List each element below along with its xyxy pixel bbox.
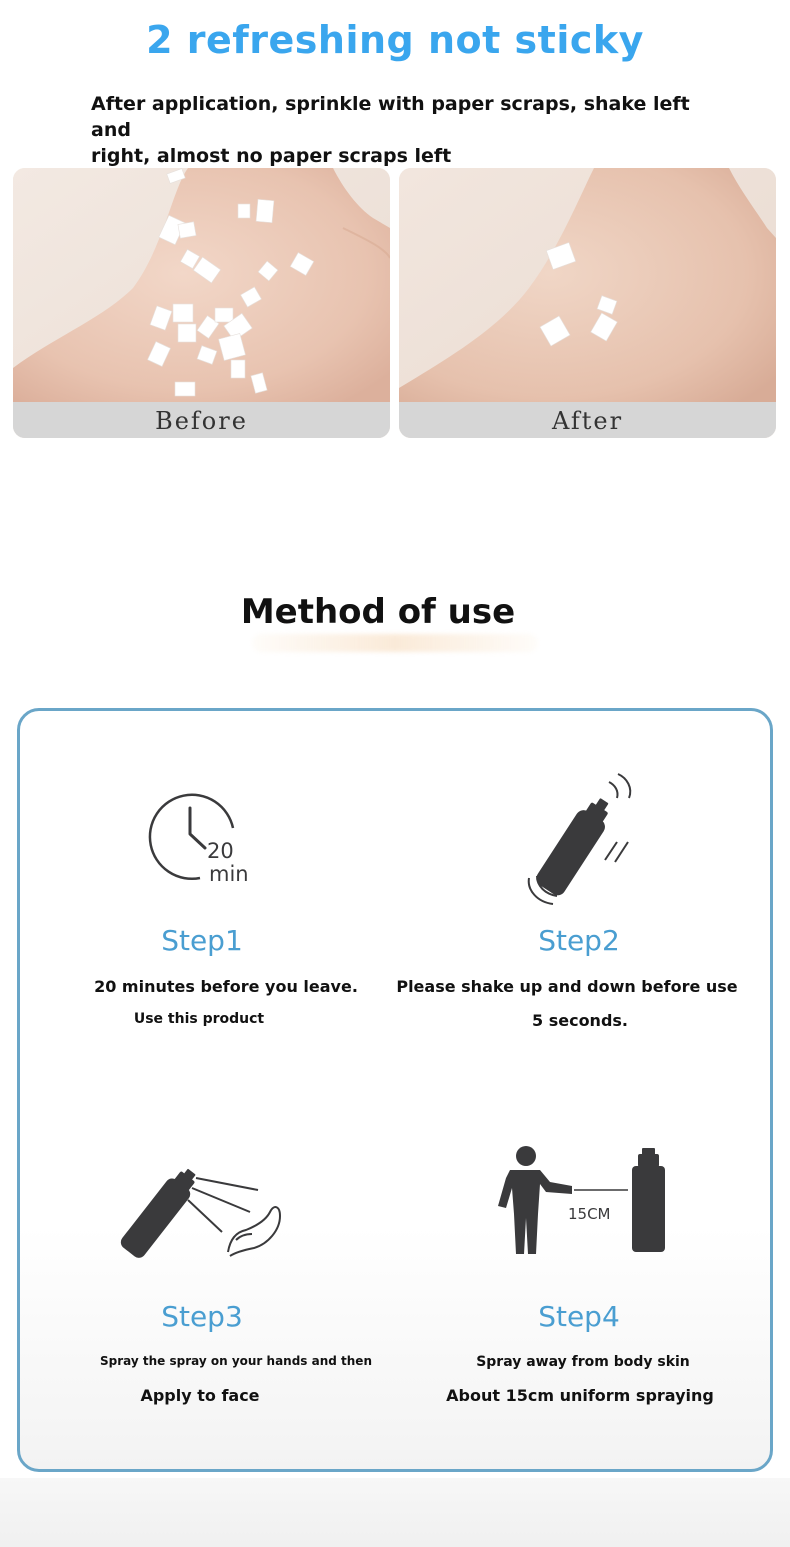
- section-title: 2 refreshing not sticky: [146, 18, 644, 62]
- distance-label: 15CM: [568, 1205, 611, 1223]
- step3-line1: Spray the spray on your hands and then: [100, 1354, 372, 1368]
- step2-line2: 5 seconds.: [532, 1011, 628, 1030]
- title-highlight: [252, 634, 538, 652]
- intro-line-2: right, almost no paper scraps left: [91, 145, 452, 167]
- step1-title: Step1: [161, 924, 243, 957]
- step3-title: Step3: [161, 1300, 243, 1333]
- spray-hand-icon: [118, 1160, 288, 1260]
- clock-icon-number: 20: [207, 839, 234, 863]
- before-photo: [13, 168, 390, 438]
- shake-bottle-icon: [525, 768, 640, 913]
- step4-line2: About 15cm uniform spraying: [446, 1386, 714, 1405]
- step2-line1: Please shake up and down before use: [396, 977, 738, 996]
- method-title: Method of use: [240, 592, 516, 632]
- clock-icon: [145, 788, 260, 888]
- before-label: Before: [13, 402, 390, 438]
- step1-line2: Use this product: [133, 1011, 265, 1027]
- after-label: After: [399, 402, 776, 438]
- step1-line1: 20 minutes before you leave.: [94, 977, 358, 996]
- step3-line2: Apply to face: [140, 1386, 260, 1405]
- intro-text: [91, 91, 731, 169]
- after-photo: [399, 168, 776, 438]
- intro-line-1: After application, sprinkle with paper scraps, shake left and: [91, 93, 690, 141]
- hand-after-shaking-image: [399, 168, 776, 438]
- hand-with-paper-scraps-image: [13, 168, 390, 438]
- step4-title: Step4: [538, 1300, 620, 1333]
- clock-icon-unit: min: [209, 862, 249, 886]
- page-bottom: [0, 1478, 790, 1547]
- step2-title: Step2: [538, 924, 620, 957]
- distance-spray-icon: [492, 1144, 672, 1259]
- step4-line1: Spray away from body skin: [476, 1354, 690, 1370]
